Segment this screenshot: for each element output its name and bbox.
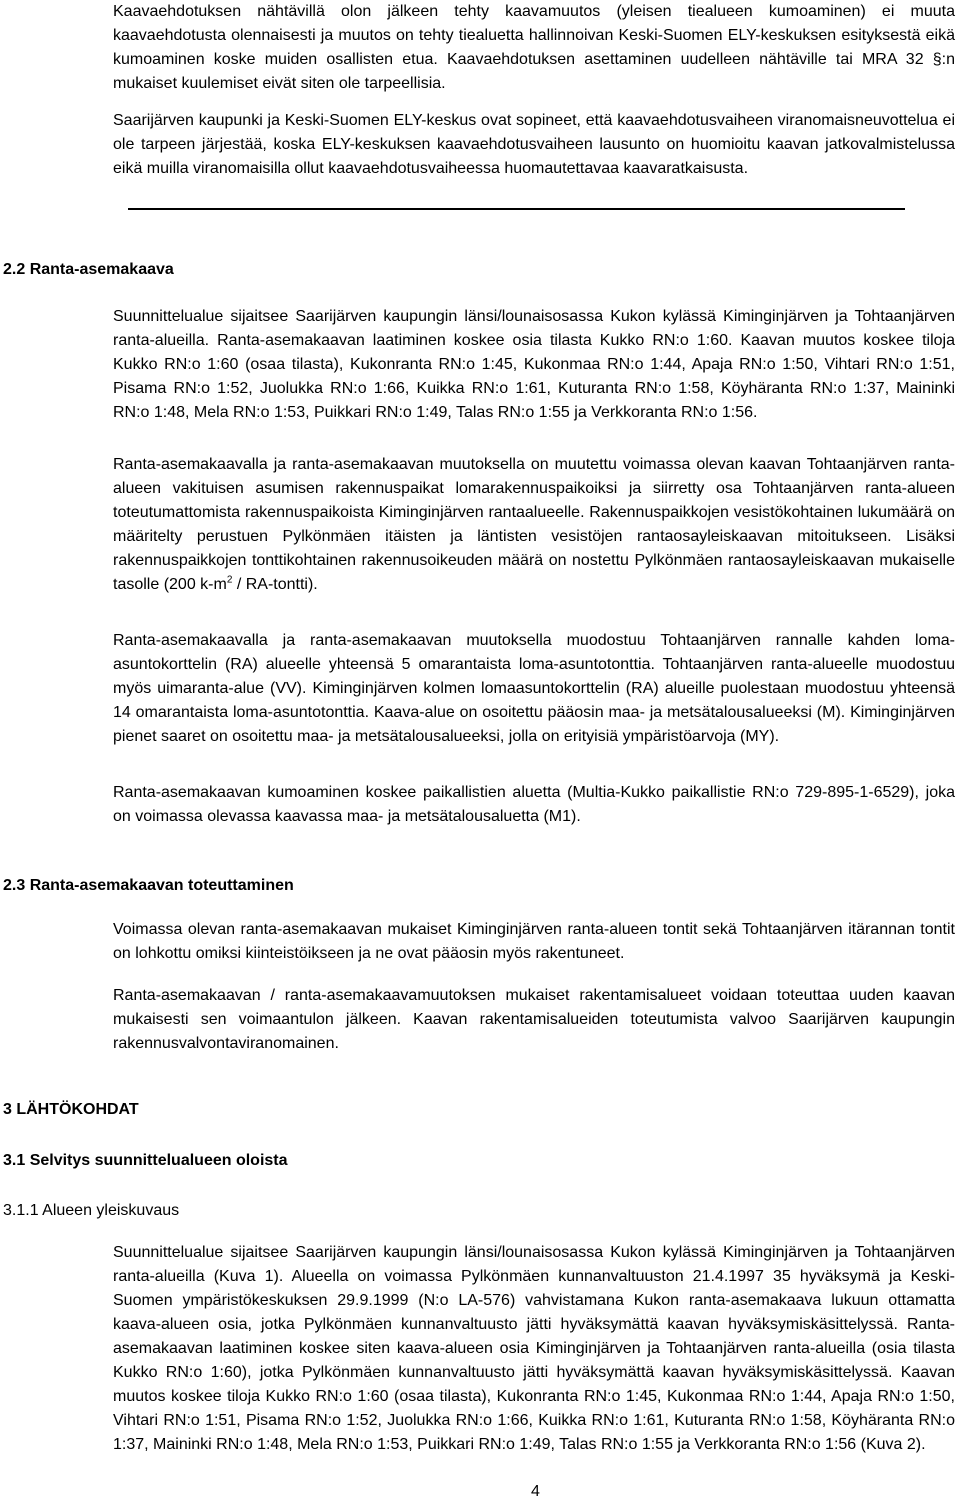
paragraph-implementation: Ranta-asemakaavan / ranta-asemakaavamuutoksen mukaiset rakentamisalueet voidaan toteuttaa uuden kaavan mukaisesti sen voimaantulon jälkeen. Kaavan rakentamisalueiden toteutumista valvoo Saarijärven kaupungin rakennusvalvontaviranomainen. (113, 987, 955, 1052)
heading-3-1: 3.1 Selvitys suunnittelualueen oloista (3, 1152, 288, 1169)
paragraph-text: Ranta-asemakaavalla ja ranta-asemakaavan muutoksella on muutettu voimassa olevan kaavan Tohtaanjärven ranta-alueen vakituisen asumisen rakennuspaikat lomarakennuspaikoiksi ja siirretty osa Tohtaanjärven ranta-alueen toteutumattomista rakennuspaikoista Kiminginjärven rantaalueelle. Rakennuspaikkojen vesistökohtainen lukumäärä on määritelty perustuen Pylkönmäen itäisten ja läntisten vesistöjen rantaosayleiskaavan mitoitukseen. Lisäksi rakennuspaikkojen tonttikohtainen rakennusoikeuden määrä on nostettu Pylkönmäen rantaosayleiskaavan mukaiselle tasolle (200 k-m (113, 456, 955, 593)
superscript: 2 (226, 574, 233, 586)
paragraph-repeal: Ranta-asemakaavan kumoaminen koskee paikallistien aluetta (Multia-Kukko paikallistie RN:o 729-895-1-6529), joka on voimassa olevassa kaavassa maa- ja metsätalousaluetta (M1). (113, 784, 955, 825)
heading-2-2: 2.2 Ranta-asemakaava (3, 261, 174, 278)
heading-3: 3 LÄHTÖKOHDAT (3, 1101, 139, 1118)
horizontal-rule (128, 208, 905, 210)
paragraph-plan-change-notice: Kaavaehdotuksen nähtävillä olon jälkeen tehty kaavamuutos (yleisen tiealueen kumoaminen) ei muuta kaavaehdotusta olennaisesti ja muutos on tehty tiealuetta hallinnoivan Keski-Suomen ELY-keskuksen esityksestä eikä kumoaminen koske muiden osallisten etua. Kaavaehdotuksen asettaminen uudelleen nähtäville tai MRA 32 §:n mukaiset kuulemiset eivät siten ole tarpeellisia. (113, 3, 955, 92)
paragraph-shore-plan-changes (113, 453, 955, 597)
paragraph-existing-plots: Voimassa olevan ranta-asemakaavan mukaiset Kiminginjärven ranta-alueen tontit sekä Tohtaanjärven itärannan tontit on lohkottu omiksi kiinteistöikseen ja ne ovat pääosin myös rakentuneet. (113, 921, 955, 962)
paragraph-holiday-plots: Ranta-asemakaavalla ja ranta-asemakaavan muutoksella muodostuu Tohtaanjärven rannalle kahden loma-asuntokorttelin (RA) alueelle yhteensä 5 omarantaista loma-asuntotonttia. Tohtaanjärven ranta-alueelle muodostuu myös uimaranta-alue (VV). Kiminginjärven kolmen lomaasuntokorttelin (RA) alueille puolestaan muodostuu yhteensä 14 omarantaista loma-asuntotonttia. Kaava-alue on osoitettu pääosin maa- ja metsätalousalueeksi (M). Kiminginjärven pienet saaret on osoitettu maa- ja metsätalousalueeksi, jolla on erityisiä ympäristöarvoja (MY). (113, 632, 955, 745)
paragraph-area-overview: Suunnittelualue sijaitsee Saarijärven kaupungin länsi/lounaisosassa Kukon kylässä Kiminginjärven ja Tohtaanjärven ranta-alueilla (Kuva 1). Alueella on voimassa Pylkönmäen kunnanvaltuuston 21.4.1997 35 hyväksymä ja Keski-Suomen ympäristökeskuksen 29.9.1999 (N:o LA-576) vahvistamana Kukon ranta-asemakaava lukuun ottamatta kaava-alueen osia, jotka Pylkönmäen kunnanvaltuusto jätti hyväksymättä kaavan hyväksymiskäsittelyssä. Ranta-asemakaavan laatiminen koskee siten kaava-alueen osia Kiminginjärven ja Tohtaanjärven ranta-alueilla (osia tilasta Kukko RN:o 1:60), jotka Pylkönmäen kunnanvaltuusto jätti hyväksymättä kaavan hyväksymiskäsittelyssä. Kaavan muutos koskee tiloja Kukko RN:o 1:60 (osaa tilasta), Kukonranta RN:o 1:45, Kukonmaa RN:o 1:44, Apaja RN:o 1:50, Vihtari RN:o 1:51, Pisama RN:o 1:52, Juolukka RN:o 1:66, Kuikka RN:o 1:61, Kuturanta RN:o 1:58, Köyhäranta RN:o 1:37, Maininki RN:o 1:48, Mela RN:o 1:53, Puikkari RN:o 1:49, Talas RN:o 1:55 ja Verkkoranta RN:o 1:56 (Kuva 2). (113, 1244, 955, 1453)
paragraph-authority-negotiation: Saarijärven kaupunki ja Keski-Suomen ELY-keskus ovat sopineet, että kaavaehdotusvaiheen viranomaisneuvottelua ei ole tarpeen järjestää, koska ELY-keskuksen kaavaehdotusvaiheen lausunto on huomioitu kaavan jatkovalmistelussa eikä muilla viranomaisilla ollut kaavaehdotusvaiheessa huomautettavaa kaavaratkaisusta. (113, 112, 955, 177)
page-number: 4 (531, 1483, 540, 1500)
heading-3-1-1: 3.1.1 Alueen yleiskuvaus (3, 1202, 180, 1219)
paragraph-text-end: / RA-tontti). (232, 576, 318, 593)
heading-2-3: 2.3 Ranta-asemakaavan toteuttaminen (3, 877, 294, 894)
paragraph-planning-area: Suunnittelualue sijaitsee Saarijärven kaupungin länsi/lounaisosassa Kukon kylässä Kiminginjärven ja Tohtaanjärven ranta-alueilla. Ranta-asemakaavan laatiminen koskee osia tilasta Kukko RN:o 1:60. Kaavan muutos koskee tiloja Kukko RN:o 1:60 (osaa tilasta), Kukonranta RN:o 1:45, Kukonmaa RN:o 1:44, Apaja RN:o 1:50, Vihtari RN:o 1:51, Pisama RN:o 1:52, Juolukka RN:o 1:66, Kuikka RN:o 1:61, Kuturanta RN:o 1:58, Köyhäranta RN:o 1:37, Maininki RN:o 1:48, Mela RN:o 1:53, Puikkari RN:o 1:49, Talas RN:o 1:55 ja Verkkoranta RN:o 1:56. (113, 308, 955, 421)
